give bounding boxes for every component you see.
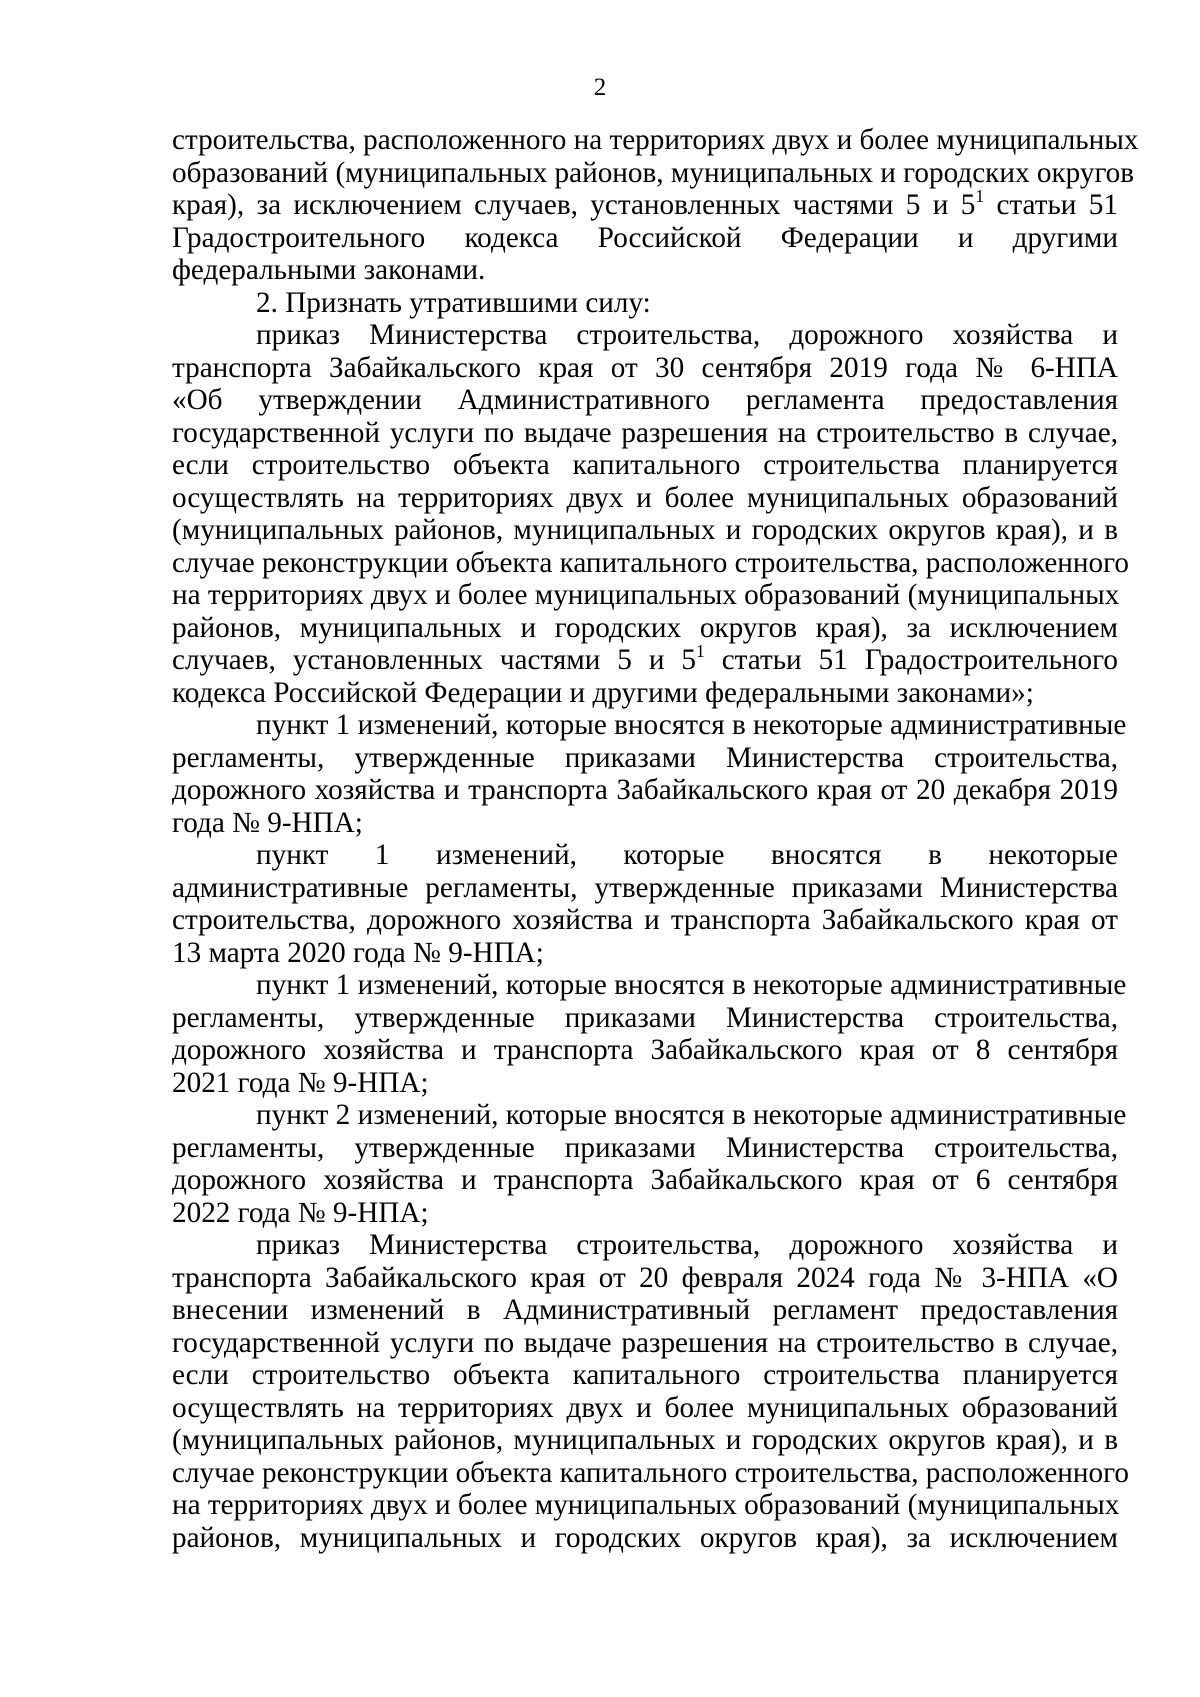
text-line: образований (муниципальных районов, муниципальных и городских округов	[172, 156, 1135, 189]
paragraph	[172, 969, 1127, 1099]
text-line: пункт 1 изменений, которые вносятся в некоторые административные	[256, 709, 1127, 741]
page-number: 2	[593, 74, 607, 101]
text-line: случаев, установленных частями 5 и $5^1$ статьи 51 Градостроительного	[172, 640, 1118, 676]
text-line: на территориях двух и более муниципальных образований (муниципальных	[172, 579, 1120, 611]
text-line: (муниципальных районов, муниципальных и городских округов края), и в	[172, 514, 1118, 546]
text-line: «Об утверждении Административного регламента предоставления	[172, 384, 1118, 416]
text-line: года № 9-НПА;	[172, 806, 363, 839]
text-line: 2. Признать утратившими силу:	[256, 286, 651, 319]
text-line: внесении изменений в Административный регламент предоставления	[172, 1294, 1118, 1326]
text-line: осуществлять на территориях двух и более муниципальных образований	[172, 481, 1118, 514]
text-line: приказ Министерства строительства, дорожного хозяйства и	[256, 1229, 1118, 1261]
text-line: строительства, расположенного на территориях двух и более муниципальных	[172, 124, 1139, 156]
text-line: (муниципальных районов, муниципальных и городских округов края), и в	[172, 1424, 1118, 1456]
text-line: кодекса Российской Федерации и другими федеральными законами»;	[172, 676, 1034, 709]
text-line: районов, муниципальных и городских округов края), за исключением	[172, 611, 1118, 644]
paragraph	[172, 319, 1129, 709]
text-line: районов, муниципальных и городских округов края), за исключением	[172, 1521, 1118, 1554]
text-line: дорожного хозяйства и транспорта Забайкальского края от 8 сентября	[172, 1034, 1118, 1066]
paragraph	[172, 124, 1139, 287]
text-line: строительства, дорожного хозяйства и транспорта Забайкальского края от	[172, 904, 1118, 936]
text-line: пункт 1 изменений, которые вносятся в некоторые	[256, 839, 1118, 871]
text-line: на территориях двух и более муниципальных образований (муниципальных	[172, 1489, 1120, 1521]
text-line: осуществлять на территориях двух и более муниципальных образований	[172, 1391, 1118, 1424]
text-line: края), за исключением случаев, установленных частями 5 и $5^1$ статьи 51	[172, 185, 1118, 221]
text-line: дорожного хозяйства и транспорта Забайкальского края от 20 декабря 2019	[172, 774, 1118, 806]
text-line: регламенты, утвержденные приказами Министерства строительства,	[172, 741, 1118, 774]
text-line: приказ Министерства строительства, дорожного хозяйства и	[256, 319, 1118, 351]
text-line: пункт 1 изменений, которые вносятся в некоторые административные	[256, 969, 1127, 1001]
text-line: случае реконструкции объекта капитального строительства, расположенного	[172, 1456, 1129, 1489]
paragraph	[172, 1099, 1127, 1229]
text-line: государственной услуги по выдаче разрешения на строительство в случае,	[172, 1326, 1118, 1359]
text-line: государственной услуги по выдаче разрешения на строительство в случае,	[172, 416, 1118, 449]
text-line: административные регламенты, утвержденные приказами Министерства	[172, 871, 1118, 904]
text-line: федеральными законами.	[172, 254, 486, 286]
text-line: 2021 года № 9-НПА;	[172, 1066, 429, 1099]
paragraph	[172, 287, 1118, 320]
text-line: регламенты, утвержденные приказами Министерства строительства,	[172, 1131, 1118, 1164]
text-line: дорожного хозяйства и транспорта Забайкальского края от 6 сентября	[172, 1164, 1118, 1196]
paragraph	[172, 839, 1118, 969]
text-line: случае реконструкции объекта капитального строительства, расположенного	[172, 546, 1129, 579]
text-line: регламенты, утвержденные приказами Министерства строительства,	[172, 1001, 1118, 1034]
text-line: пункт 2 изменений, которые вносятся в некоторые административные	[256, 1099, 1127, 1131]
text-line: 13 марта 2020 года № 9-НПА;	[172, 936, 544, 969]
text-line: Градостроительного кодекса Российской Федерации и другими	[172, 221, 1118, 254]
text-line: если строительство объекта капитального строительства планируется	[172, 1359, 1118, 1391]
text-line: транспорта Забайкальского края от 30 сентября 2019 года № 6-НПА	[172, 351, 1118, 384]
text-line: транспорта Забайкальского края от 20 февраля 2024 года № 3-НПА «О	[172, 1261, 1118, 1294]
text-line: если строительство объекта капитального строительства планируется	[172, 449, 1118, 481]
paragraph	[172, 709, 1127, 839]
paragraph	[172, 1229, 1129, 1554]
text-line: 2022 года № 9-НПА;	[172, 1196, 429, 1229]
document-body	[172, 124, 1139, 1554]
